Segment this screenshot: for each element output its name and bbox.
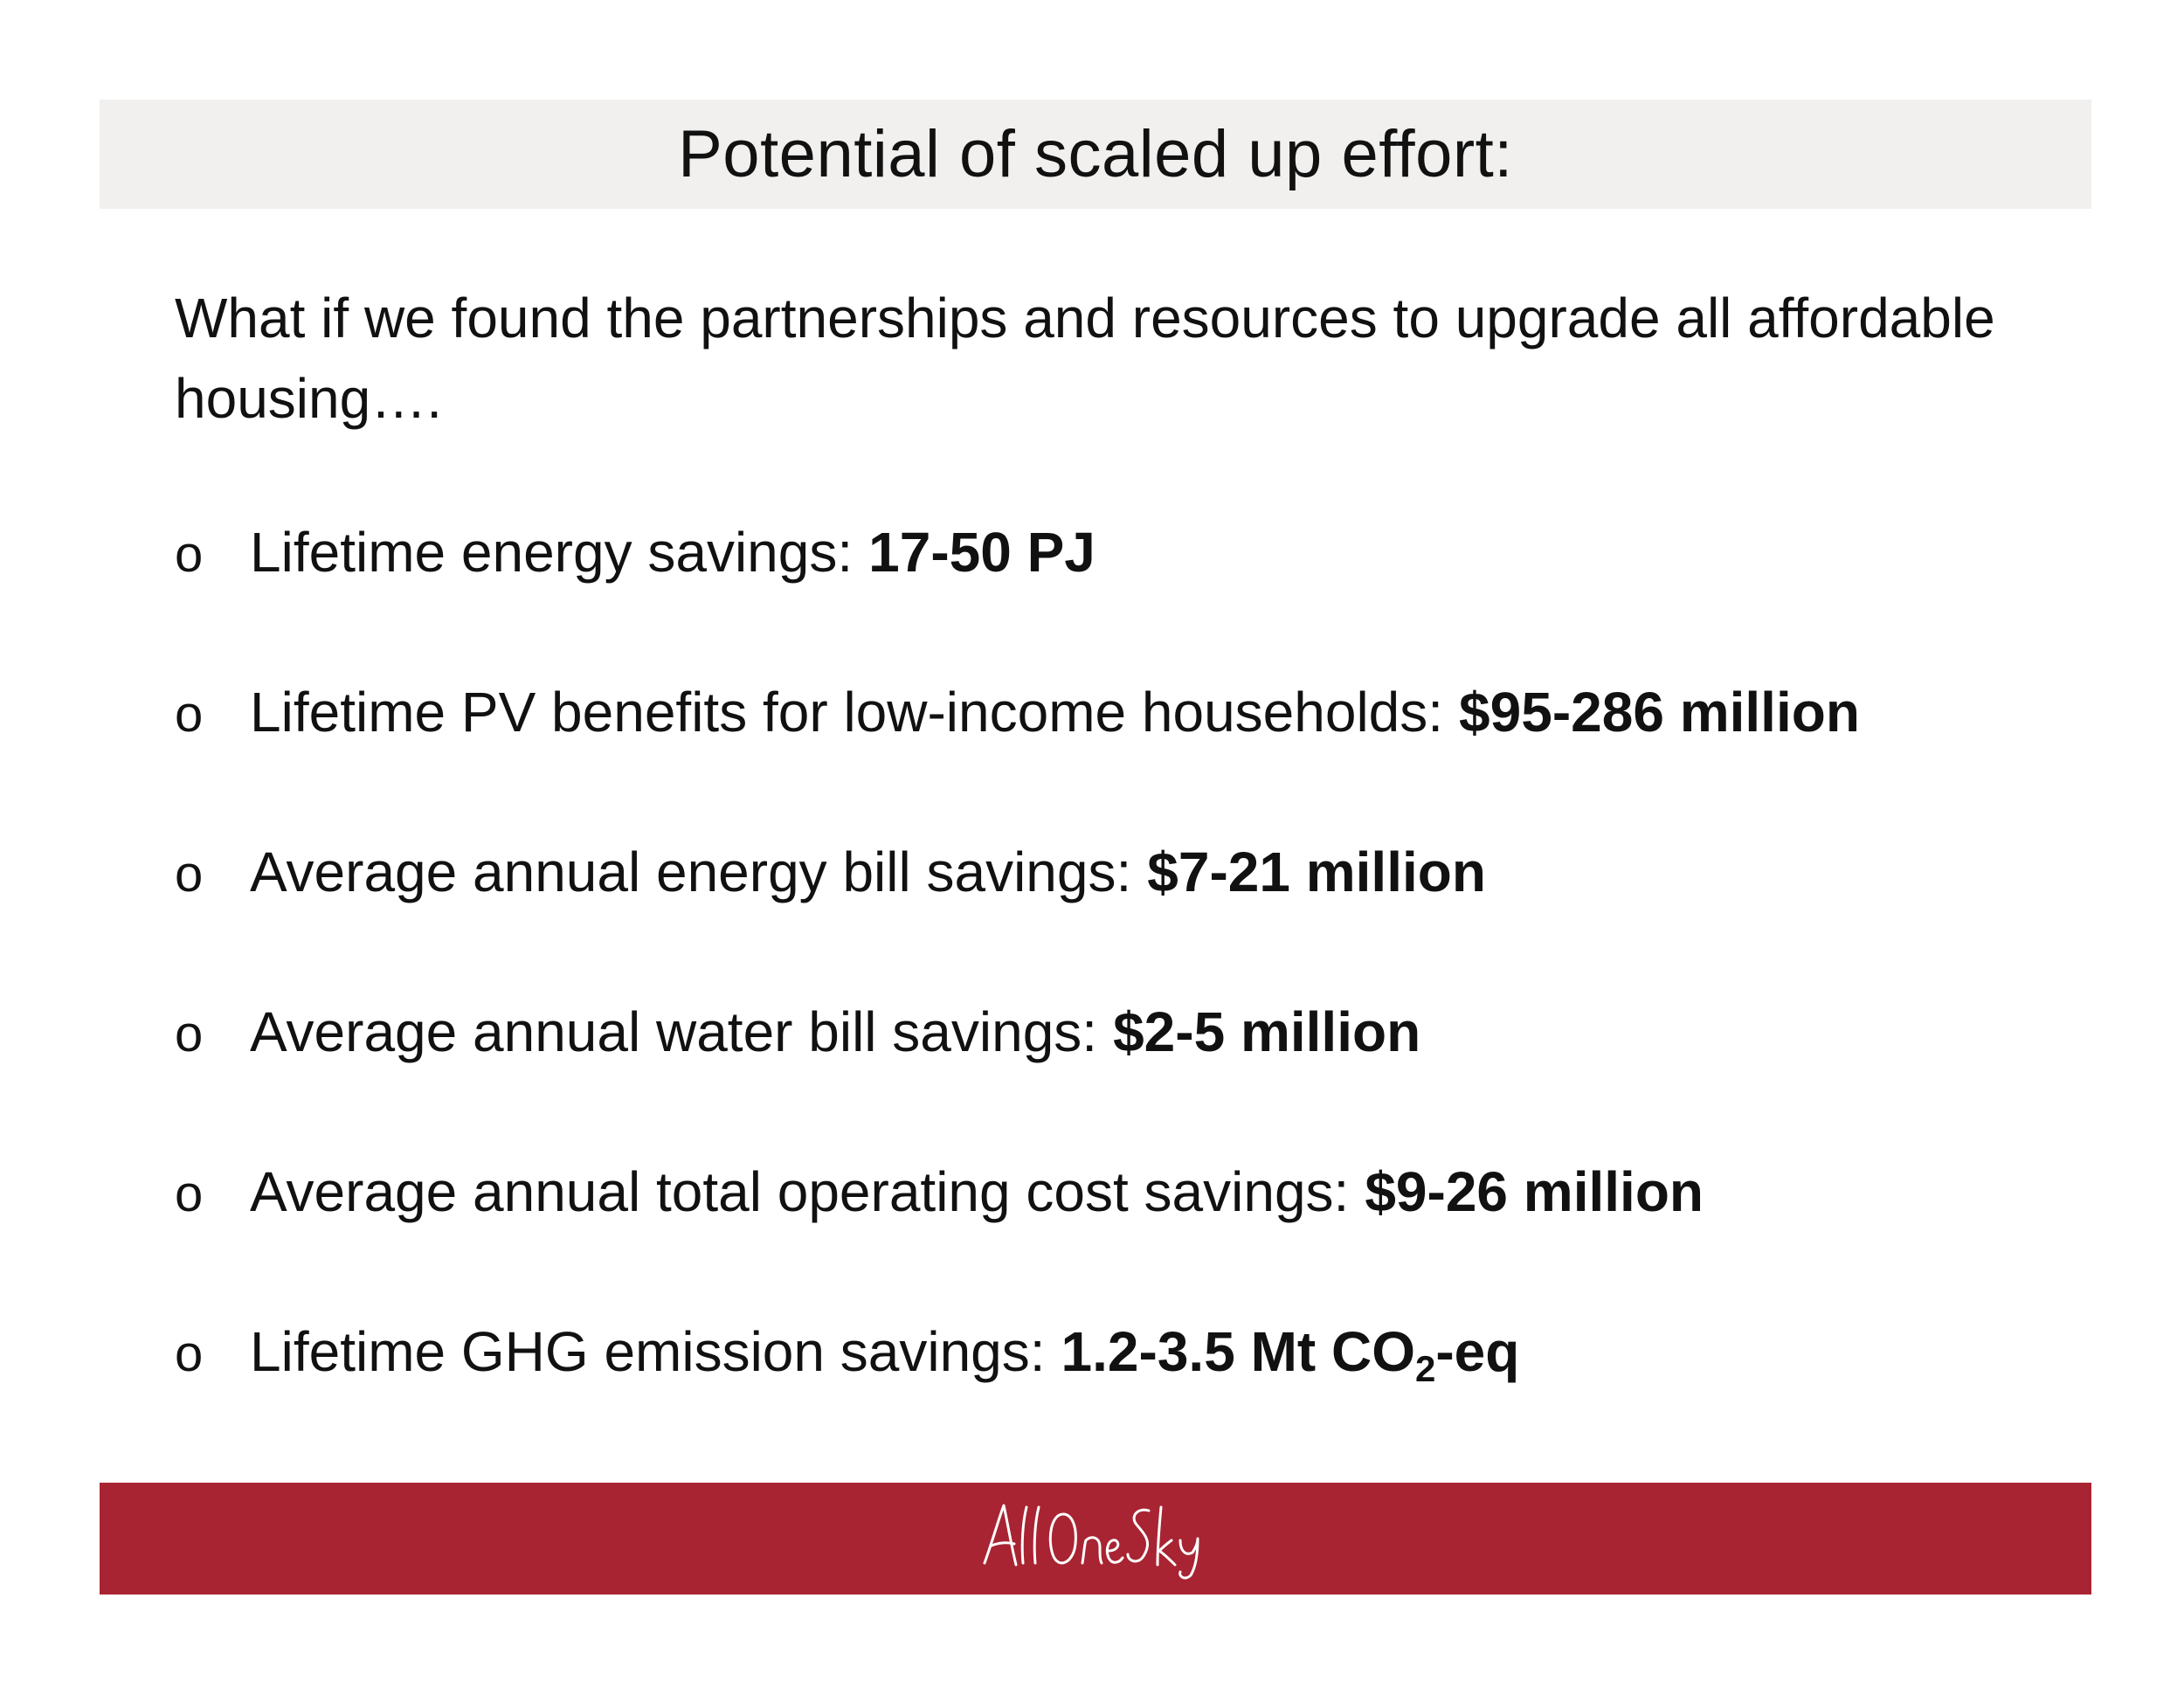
- bullet-marker: o: [175, 1325, 204, 1382]
- bullet-value: $9-26 million: [1365, 1160, 1704, 1223]
- title-bar: [100, 100, 2091, 209]
- value-prefix: 1.2-3.5 Mt CO: [1061, 1320, 1415, 1383]
- footer-bar: [100, 1483, 2091, 1595]
- bullet-value: [1061, 1317, 1520, 1387]
- bullet-value: $2-5 million: [1113, 1000, 1421, 1063]
- bullet-value: 17-50 PJ: [868, 521, 1095, 584]
- bullet-item-energy-savings: [175, 517, 1095, 590]
- bullet-label: Lifetime PV benefits for low-income households:: [250, 681, 1444, 744]
- bullet-label: Average annual total operating cost savings:: [250, 1160, 1350, 1223]
- bullet-item-ghg-emissions: [175, 1317, 1519, 1389]
- page-title: Potential of scaled up effort:: [678, 117, 1513, 191]
- all-one-sky-logo: [978, 1495, 1213, 1582]
- bullet-value: $7-21 million: [1147, 841, 1486, 903]
- bullet-marker: o: [175, 1166, 204, 1222]
- bullet-label: Lifetime energy savings:: [250, 521, 854, 584]
- bullet-label: Average annual water bill savings:: [250, 1000, 1098, 1063]
- value-suffix: -eq: [1435, 1320, 1520, 1383]
- bullet-item-pv-benefits: [175, 677, 1860, 750]
- bullet-marker: o: [175, 526, 204, 583]
- intro-question: What if we found the partnerships and resources to upgrade all affordable housing….: [175, 287, 1995, 430]
- bullet-label: Average annual energy bill savings:: [250, 841, 1132, 903]
- bullet-item-operating-cost: [175, 1157, 1704, 1229]
- bullet-label: Lifetime GHG emission savings:: [250, 1320, 1046, 1383]
- bullet-item-water-bill: [175, 997, 1420, 1069]
- bullet-marker: o: [175, 846, 204, 903]
- bullet-marker: o: [175, 1006, 204, 1062]
- co2-subscript: 2: [1414, 1348, 1436, 1389]
- bullet-marker: o: [175, 686, 204, 743]
- bullet-value: $95-286 million: [1459, 681, 1860, 744]
- bullet-item-energy-bill: [175, 837, 1486, 910]
